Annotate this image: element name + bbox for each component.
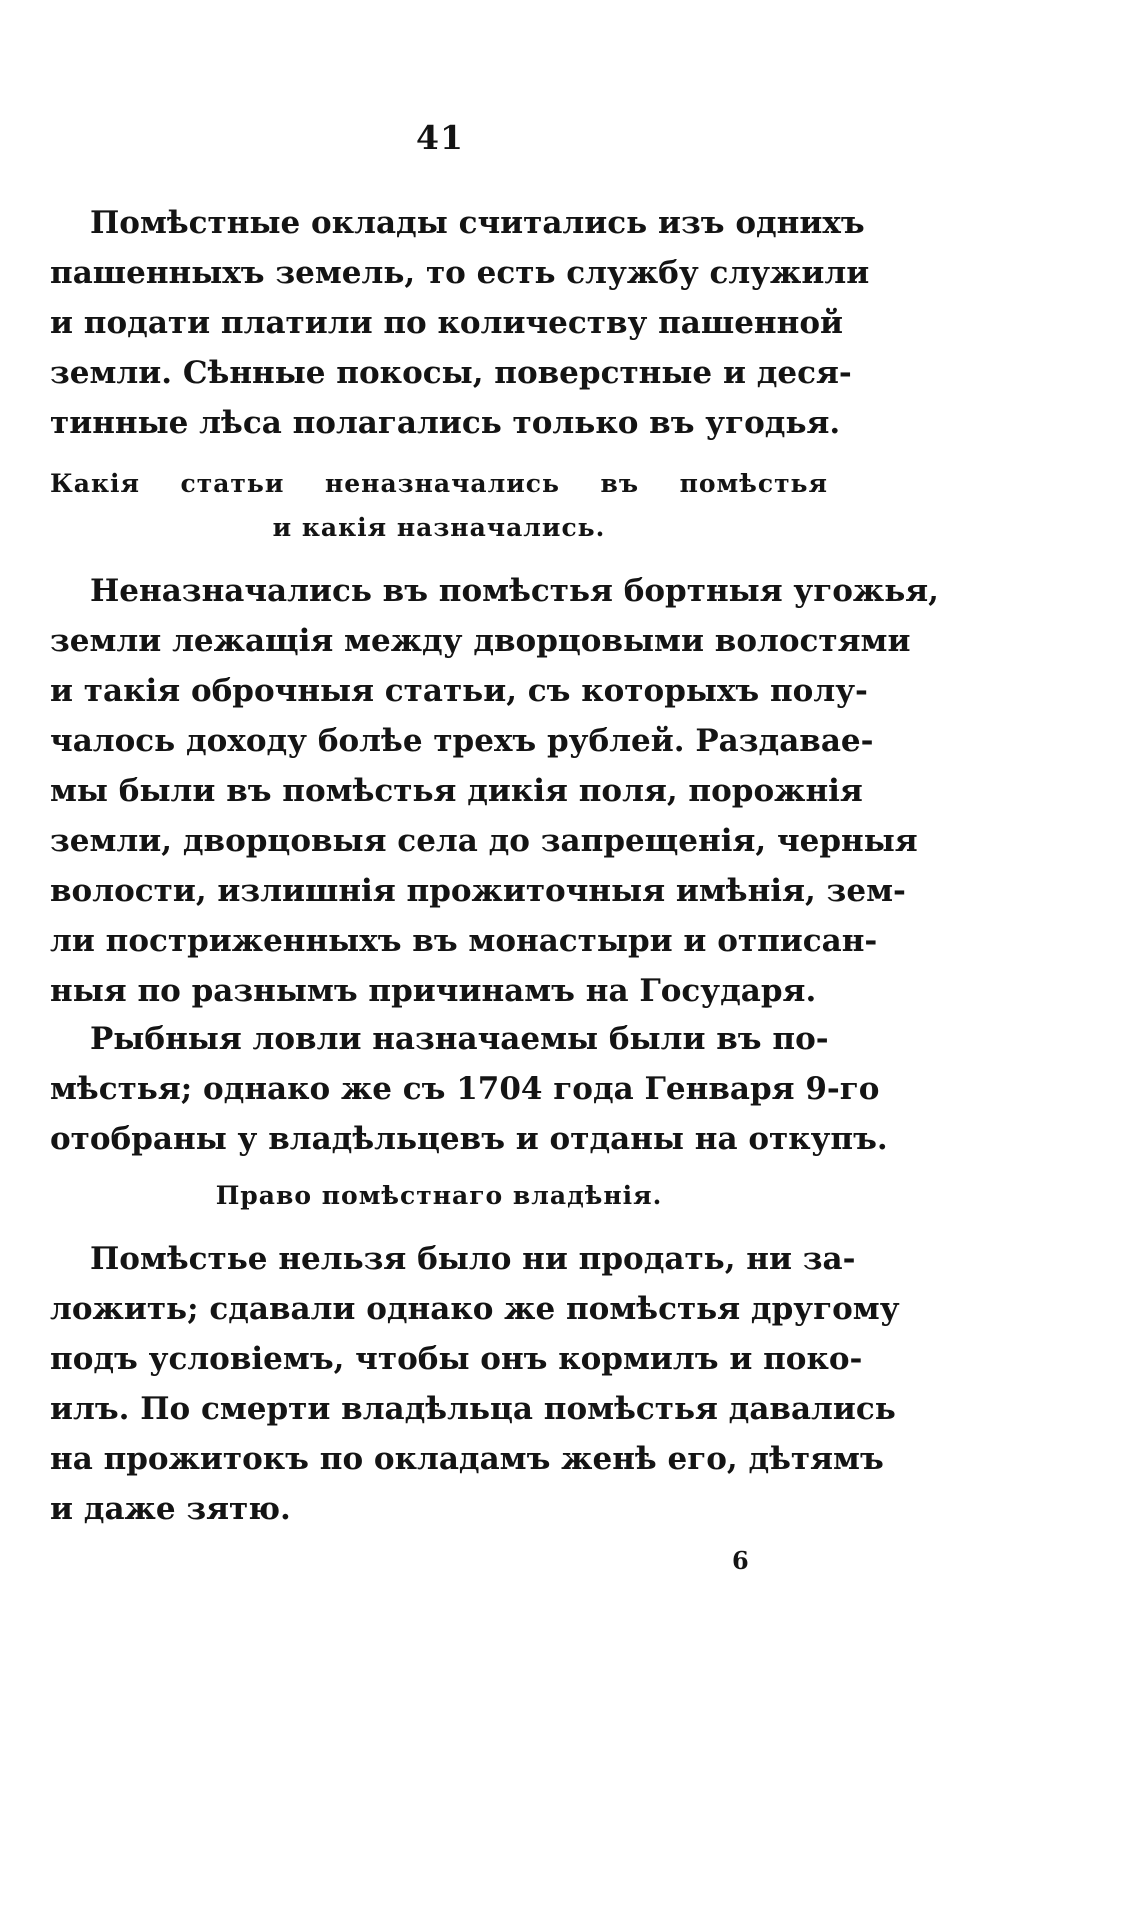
text-line: отобраны у владѣльцевъ и отданы на откупъ. (50, 1121, 888, 1157)
text-line: ныя по разнымъ причинамъ на Государя. (50, 973, 817, 1009)
text-line: земли, дворцовыя села до запрещенія, черныя (50, 823, 918, 859)
text-line: земли лежащія между дворцовыми волостями (50, 623, 911, 659)
signature-mark: 6 (732, 1546, 749, 1575)
text-line: илъ. По смерти владѣльца помѣстья давались (50, 1391, 896, 1427)
text-line: пашенныхъ земель, то есть службу служили (50, 255, 870, 291)
text-line: Рыбныя ловли назначаемы были въ по- (90, 1021, 829, 1057)
text-line: и такія оброчныя статьи, съ которыхъ полу- (50, 673, 868, 709)
text-line: на прожитокъ по окладамъ женѣ его, дѣтямъ (50, 1441, 884, 1477)
text-line: волости, излишнія прожиточныя имѣнія, зем- (50, 873, 906, 909)
text-line: Помѣстные оклады считались изъ однихъ (90, 205, 865, 241)
section-heading-stati (50, 462, 828, 550)
text-line: и даже зятю. (50, 1491, 291, 1527)
text-line: Помѣстье нельзя было ни продать, ни за- (90, 1241, 856, 1277)
paragraph-pomestnye-oklady (50, 198, 870, 448)
paragraph-pomestye-nelzya (50, 1234, 900, 1534)
text-line: мы были въ помѣстья дикія поля, порожнія (50, 773, 863, 809)
section-heading-pravo (50, 1174, 828, 1218)
section-heading-line: и какія назначались. (272, 513, 606, 542)
text-line: и подати платили по количеству пашенной (50, 305, 843, 341)
text-line: мѣстья; однако же съ 1704 года Генваря 9-го (50, 1071, 880, 1107)
text-line: ли постриженныхъ въ монастыри и отписан- (50, 923, 878, 959)
paragraph-rybnye-lovli (50, 1014, 888, 1164)
section-heading-line: Какія статьи неназначались въ помѣстья (50, 469, 828, 498)
text-line: подъ условіемъ, чтобы онъ кормилъ и поко- (50, 1341, 863, 1377)
page-number: 41 (416, 118, 464, 157)
text-line: Неназначались въ помѣстья бортныя угожья, (90, 573, 939, 609)
text-line: ложить; сдавали однако же помѣстья другому (50, 1291, 900, 1327)
paragraph-nenaznachalis (50, 566, 939, 1016)
text-line: земли. Сѣнные покосы, поверстные и деся- (50, 355, 852, 391)
text-line: чалось доходу болѣе трехъ рублей. Раздавае- (50, 723, 874, 759)
text-line: тинные лѣса полагались только въ угодья. (50, 405, 841, 441)
section-heading-line: Право помѣстнаго владѣнія. (215, 1181, 663, 1210)
